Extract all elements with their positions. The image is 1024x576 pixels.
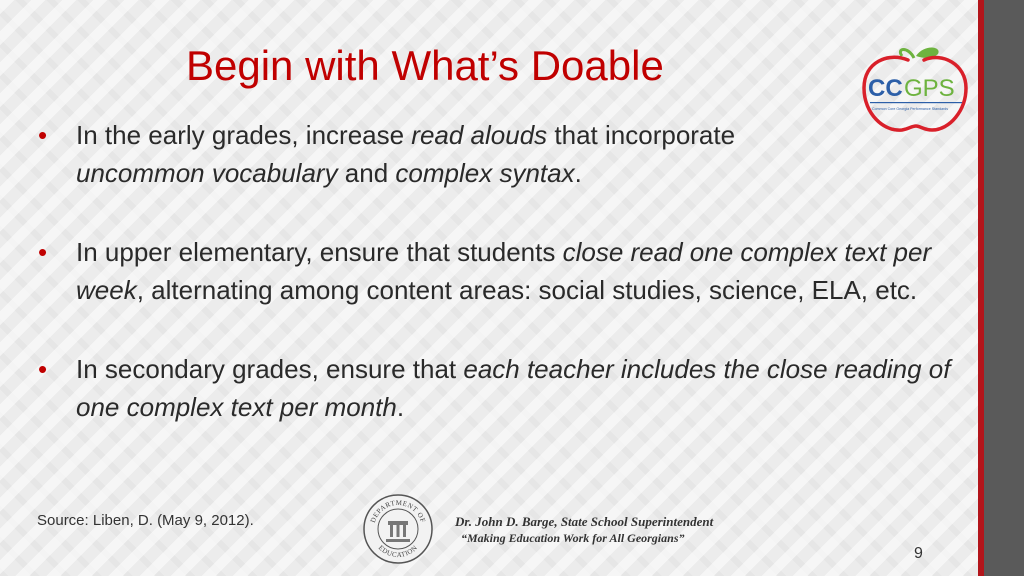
logo-gps-text: GPS [904,75,955,102]
logo-cc-text: CC [868,75,903,102]
bullet-item-2 [36,233,966,309]
bullet-marker: • [38,237,48,267]
georgia-doe-seal-icon [362,493,434,565]
bullet-text: In the early grades, increase read alouds that incorporate uncommon vocabulary and complex syntax. [76,120,736,188]
bullet-item-3 [36,350,966,426]
seal-bottom-text: EDUCATION [376,543,420,560]
logo-tagline: Common Core Georgia Performance Standards [872,107,949,111]
superintendent-name: Dr. John D. Barge, State School Superintendent [455,514,714,529]
bullet-item-1 [36,116,966,192]
bullet-text: In secondary grades, ensure that each teacher includes the close reading of one complex text per month. [76,354,951,422]
source-citation: Source: Liben, D. (May 9, 2012). [37,512,254,529]
superintendent-block [455,514,713,546]
slide-title: Begin with What’s Doable [186,42,664,89]
bullet-text: In upper elementary, ensure that students close read one complex text per week, alternating among content areas: social studies, science, ELA, etc. [76,237,932,305]
seal-top-text: DEPARTMENT OF [368,498,428,524]
bullet-marker: • [38,120,48,150]
department-motto: “Making Education Work for All Georgians” [461,531,685,545]
bullet-marker: • [38,354,48,384]
page-number: 9 [914,545,923,562]
right-side-bar [984,0,1024,576]
bullet-list [36,116,966,467]
